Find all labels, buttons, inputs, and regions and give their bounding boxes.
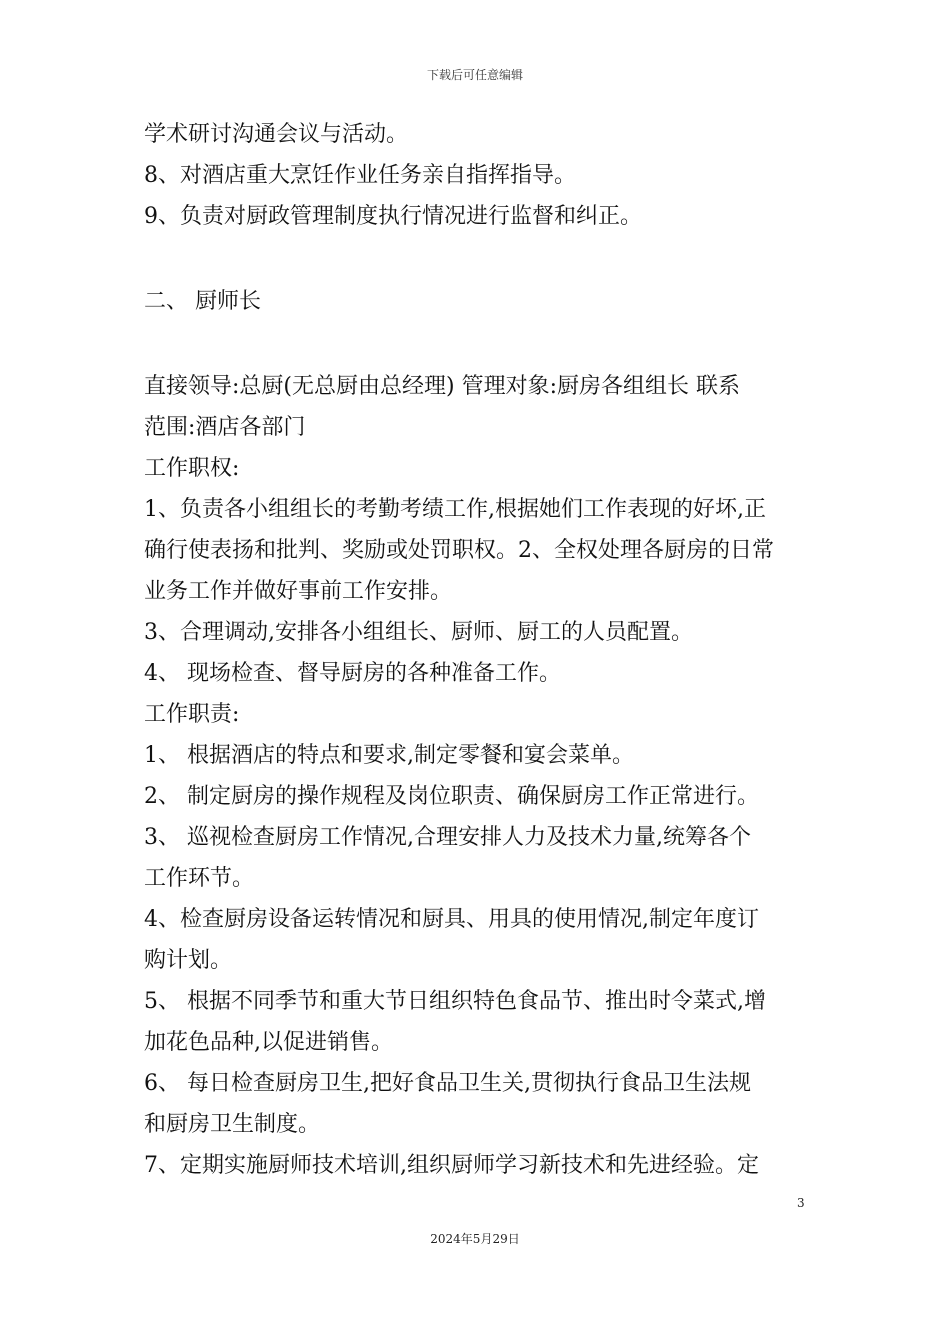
paragraph-line: 3、 巡视检查厨房工作情况,合理安排人力及技术力量,统筹各个 [144,825,751,850]
paragraph-line: 确行使表扬和批判、奖励或处罚职权。2、全权处理各厨房的日常 [144,538,774,563]
section-heading: 二、 厨师长 [144,289,261,314]
subheading-duties: 工作职责: [144,702,240,727]
subheading-authority: 工作职权: [144,456,240,481]
paragraph-line: 8、对酒店重大烹饪作业任务亲自指挥指导。 [144,163,576,188]
paragraph-line: 7、定期实施厨师技术培训,组织厨师学习新技术和先进经验。定 [144,1153,759,1178]
paragraph-line: 范围:酒店各部门 [144,415,306,440]
paragraph-line: 业务工作并做好事前工作安排。 [144,579,453,604]
document-body [144,114,804,1186]
paragraph-line: 加花色品种,以促进销售。 [144,1030,393,1055]
paragraph-line: 工作环节。 [144,866,255,891]
paragraph-line: 学术研讨沟通会议与活动。 [144,122,409,147]
section-spacer [144,237,804,281]
paragraph-line: 1、 根据酒店的特点和要求,制定零餐和宴会菜单。 [144,743,634,768]
paragraph-line: 和厨房卫生制度。 [144,1112,321,1137]
section-spacer [144,322,804,366]
paragraph-line: 9、负责对厨政管理制度执行情况进行监督和纠正。 [144,204,642,229]
paragraph-line: 3、合理调动,安排各小组组长、厨师、厨工的人员配置。 [144,620,693,645]
paragraph-line: 4、 现场检查、督导厨房的各种准备工作。 [144,661,561,686]
paragraph-line: 5、 根据不同季节和重大节日组织特色食品节、推出时令菜式,增 [144,989,766,1014]
paragraph-line: 1、负责各小组组长的考勤考绩工作,根据她们工作表现的好坏,正 [144,497,766,522]
paragraph-line: 2、 制定厨房的操作规程及岗位职责、确保厨房工作正常进行。 [144,784,759,809]
paragraph-line: 购计划。 [144,948,233,973]
paragraph-line: 4、检查厨房设备运转情况和厨具、用具的使用情况,制定年度订 [144,907,759,932]
paragraph-line: 6、 每日检查厨房卫生,把好食品卫生关,贯彻执行食品卫生法规 [144,1071,751,1096]
page-header-note: 下载后可任意编辑 [426,68,523,82]
footer-date: 2024年5月29日 [430,1232,520,1246]
paragraph-line: 直接领导:总厨(无总厨由总经理) 管理对象:厨房各组组长 联系 [144,374,740,399]
page-number: 3 [797,1196,805,1210]
